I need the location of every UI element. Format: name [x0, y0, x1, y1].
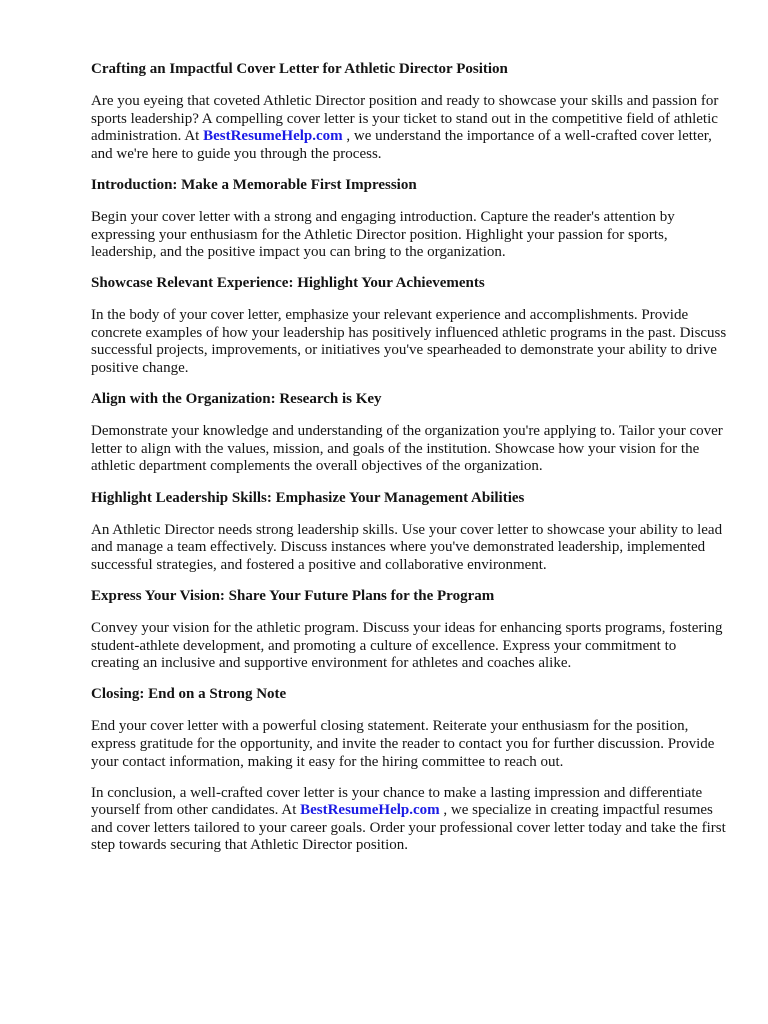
intro-paragraph	[91, 93, 728, 163]
section-body-organization: Demonstrate your knowledge and understanding of the organization you're applying to. Tailor your cover letter to align with the values, mission, and goals of the institution. Showcase how your vision for the athletic department complements the overall objectives of the organization.	[91, 423, 723, 475]
section-heading-experience: Showcase Relevant Experience: Highlight Your Achievements	[91, 275, 485, 292]
spacer	[91, 574, 728, 588]
section-heading-vision: Express Your Vision: Share Your Future Plans for the Program	[91, 587, 495, 604]
spacer	[91, 476, 728, 490]
section-heading-closing: Closing: End on a Strong Note	[91, 686, 287, 703]
spacer	[91, 409, 728, 423]
section-heading-introduction: Introduction: Make a Memorable First Impression	[91, 176, 417, 193]
spacer	[91, 195, 728, 209]
section-body-experience: In the body of your cover letter, emphasize your relevant experience and accomplishments. Provide concrete examples of how your leadership has positively influenced athletic programs in the past. Discuss successful projects, improvements, or initiatives you've spearheaded to demonstrate your ability to drive positive change.	[91, 307, 727, 377]
intro-text-before: Are you eyeing that coveted Athletic Director position and ready to showcase your skills and passion for sports leadership? A compelling cover letter is your ticket to stand out in the competitive field of athletic administration. At	[91, 92, 719, 145]
spacer	[91, 163, 728, 177]
spacer	[91, 507, 728, 521]
section-body-introduction: Begin your cover letter with a strong and engaging introduction. Capture the reader's attention by expressing your enthusiasm for the Athletic Director position. Highlight your passion for sports, leadership, and the positive impact you can bring to the organization.	[91, 208, 675, 261]
spacer	[91, 79, 728, 93]
conclusion-text-before: In conclusion, a well-crafted cover letter is your chance to make a lasting impression and differentiate yourself from other candidates. At	[91, 784, 703, 819]
section-heading-organization: Align with the Organization: Research is Key	[91, 391, 382, 408]
intro-text-after: , we understand the importance of a well-crafted cover letter, and we're here to guide you through the process.	[91, 128, 712, 162]
spacer	[91, 606, 728, 620]
spacer	[91, 262, 728, 276]
document-title: Crafting an Impactful Cover Letter for Athletic Director Position	[91, 61, 508, 77]
section-body-leadership: An Athletic Director needs strong leadership skills. Use your cover letter to showcase your ability to lead and manage a team effectively. Discuss instances where you've demonstrated leadership, implemented successful strategies, and fostered a positive and collaborative environment.	[91, 521, 723, 573]
spacer	[91, 704, 728, 718]
intro-website-link[interactable]: BestResumeHelp.com	[203, 128, 343, 145]
section-heading-leadership: Highlight Leadership Skills: Emphasize Your Management Abilities	[91, 489, 525, 506]
conclusion-website-link[interactable]: BestResumeHelp.com	[300, 802, 440, 819]
spacer	[91, 293, 728, 307]
conclusion-text-after: , we specialize in creating impactful resumes and cover letters tailored to your career goals. Order your professional cover letter today and take the first step towards securing that Athletic Director position.	[91, 802, 726, 854]
spacer	[91, 378, 728, 392]
conclusion-paragraph	[91, 785, 728, 855]
section-body-closing: End your cover letter with a powerful closing statement. Reiterate your enthusiasm for the position, express gratitude for the opportunity, and invite the reader to contact you for further discussion. Provide your contact information, making it easy for the hiring committee to reach out.	[91, 718, 715, 770]
spacer	[91, 673, 728, 687]
spacer	[91, 771, 728, 785]
section-body-vision: Convey your vision for the athletic program. Discuss your ideas for enhancing sports programs, fostering student-athlete development, and promoting a culture of excellence. Express your commitment to creating an inclusive and supportive environment for athletes and coaches alike.	[91, 619, 723, 672]
